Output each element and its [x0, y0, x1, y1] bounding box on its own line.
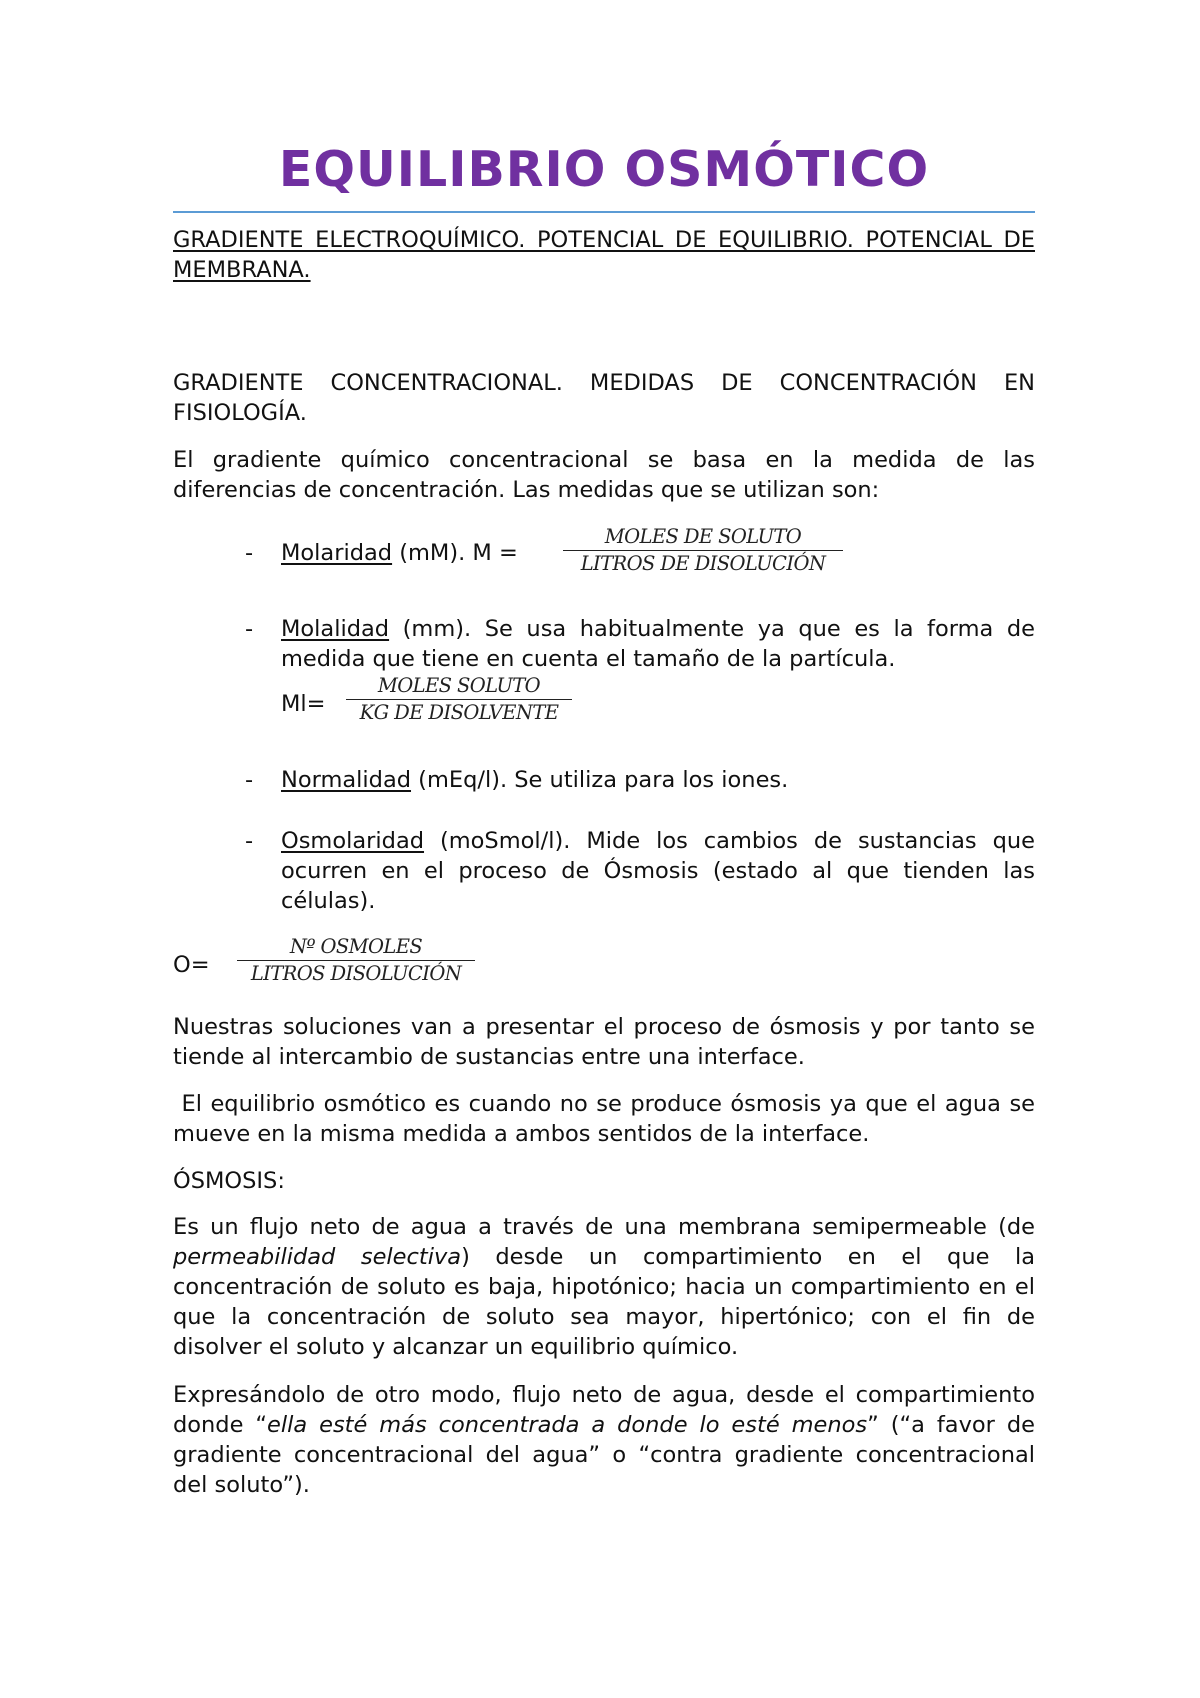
molaridad-rest: (mM). M = [392, 540, 518, 566]
heading-electroquimico: GRADIENTE ELECTROQUÍMICO. POTENCIAL DE EQUILIBRIO. POTENCIAL DE MEMBRANA. [173, 227, 1035, 283]
list-item-normalidad [281, 765, 1035, 795]
bullet-dash: - [245, 540, 254, 566]
paragraph-soluciones: Nuestras soluciones van a presentar el proceso de ósmosis y por tanto se tiende al intercambio de sustancias entre una interface. [173, 1014, 1035, 1070]
molalidad-rest: (mm). Se usa habitualmente ya que es la forma de medida que tiene en cuenta el tamaño de la partícula. [281, 616, 1035, 672]
list-item-molalidad [281, 614, 1035, 674]
formula-molalidad [346, 673, 572, 726]
term-osmolaridad: Osmolaridad [281, 828, 425, 854]
paragraph-expresandolo [173, 1380, 1035, 1500]
formula-denominator: LITROS DISOLUCIÓN [250, 962, 462, 985]
expresandolo-italic: ella esté más concentrada a donde lo esté menos [267, 1412, 868, 1438]
document-title: EQUILIBRIO OSMÓTICO [278, 141, 930, 198]
formula-denominator: KG DE DISOLVENTE [359, 701, 559, 724]
paragraph-osmosis-definition [173, 1212, 1035, 1362]
term-molaridad: Molaridad [281, 540, 393, 566]
bullet-dash: - [245, 828, 254, 854]
formula-numerator: Nº OSMOLES [289, 935, 423, 958]
formula-label-osmolaridad: O= [173, 952, 210, 978]
osmolaridad-rest: (moSmol/l). Mide los cambios de sustancias que ocurren en el proceso de Ósmosis (estado al que tienden las células). [281, 828, 1035, 914]
osmosis-def-part1: Es un flujo neto de agua a través de una membrana semipermeable (de [173, 1214, 1035, 1240]
heading-concentracional: GRADIENTE CONCENTRACIONAL. MEDIDAS DE CONCENTRACIÓN EN FISIOLOGÍA. [173, 370, 1035, 426]
expresandolo-part2: ” (“a favor de gradiente concentracional del agua” o “contra gradiente concentracional del soluto”). [173, 1412, 1035, 1498]
term-molalidad: Molalidad [281, 616, 390, 642]
term-normalidad: Normalidad [281, 767, 412, 793]
osmosis-def-part2: ) desde un compartimiento en el que la concentración de soluto es baja, hipotónico; hacia un compartimiento en el que la concentración de soluto sea mayor, hipertónico; con el fin de disolver el soluto y alcanzar un equilibrio químico. [173, 1244, 1036, 1360]
formula-molaridad [563, 524, 843, 577]
heading-osmosis: ÓSMOSIS: [173, 1168, 285, 1194]
bullet-dash: - [245, 616, 254, 642]
intro-paragraph: El gradiente químico concentracional se basa en la medida de las diferencias de concentración. Las medidas que se utilizan son: [173, 447, 1035, 503]
formula-numerator: MOLES SOLUTO [377, 674, 541, 697]
formula-osmolaridad [237, 934, 475, 987]
expresandolo-part1: Expresándolo de otro modo, flujo neto de agua, desde el compartimiento donde “ [173, 1382, 1035, 1438]
bullet-dash: - [245, 767, 254, 793]
normalidad-rest: (mEq/l). Se utiliza para los iones. [411, 767, 789, 793]
formula-numerator: MOLES DE SOLUTO [604, 525, 802, 548]
formula-label-molalidad: Ml= [281, 691, 326, 717]
list-item-molaridad [281, 538, 541, 568]
paragraph-equilibrio: El equilibrio osmótico es cuando no se produce ósmosis ya que el agua se mueve en la misma medida a ambos sentidos de la interface. [173, 1091, 1043, 1147]
list-item-osmolaridad [281, 826, 1035, 916]
title-underline-rule [173, 211, 1035, 213]
osmosis-def-italic: permeabilidad selectiva [173, 1244, 462, 1270]
formula-denominator: LITROS DE DISOLUCIÓN [580, 552, 826, 575]
